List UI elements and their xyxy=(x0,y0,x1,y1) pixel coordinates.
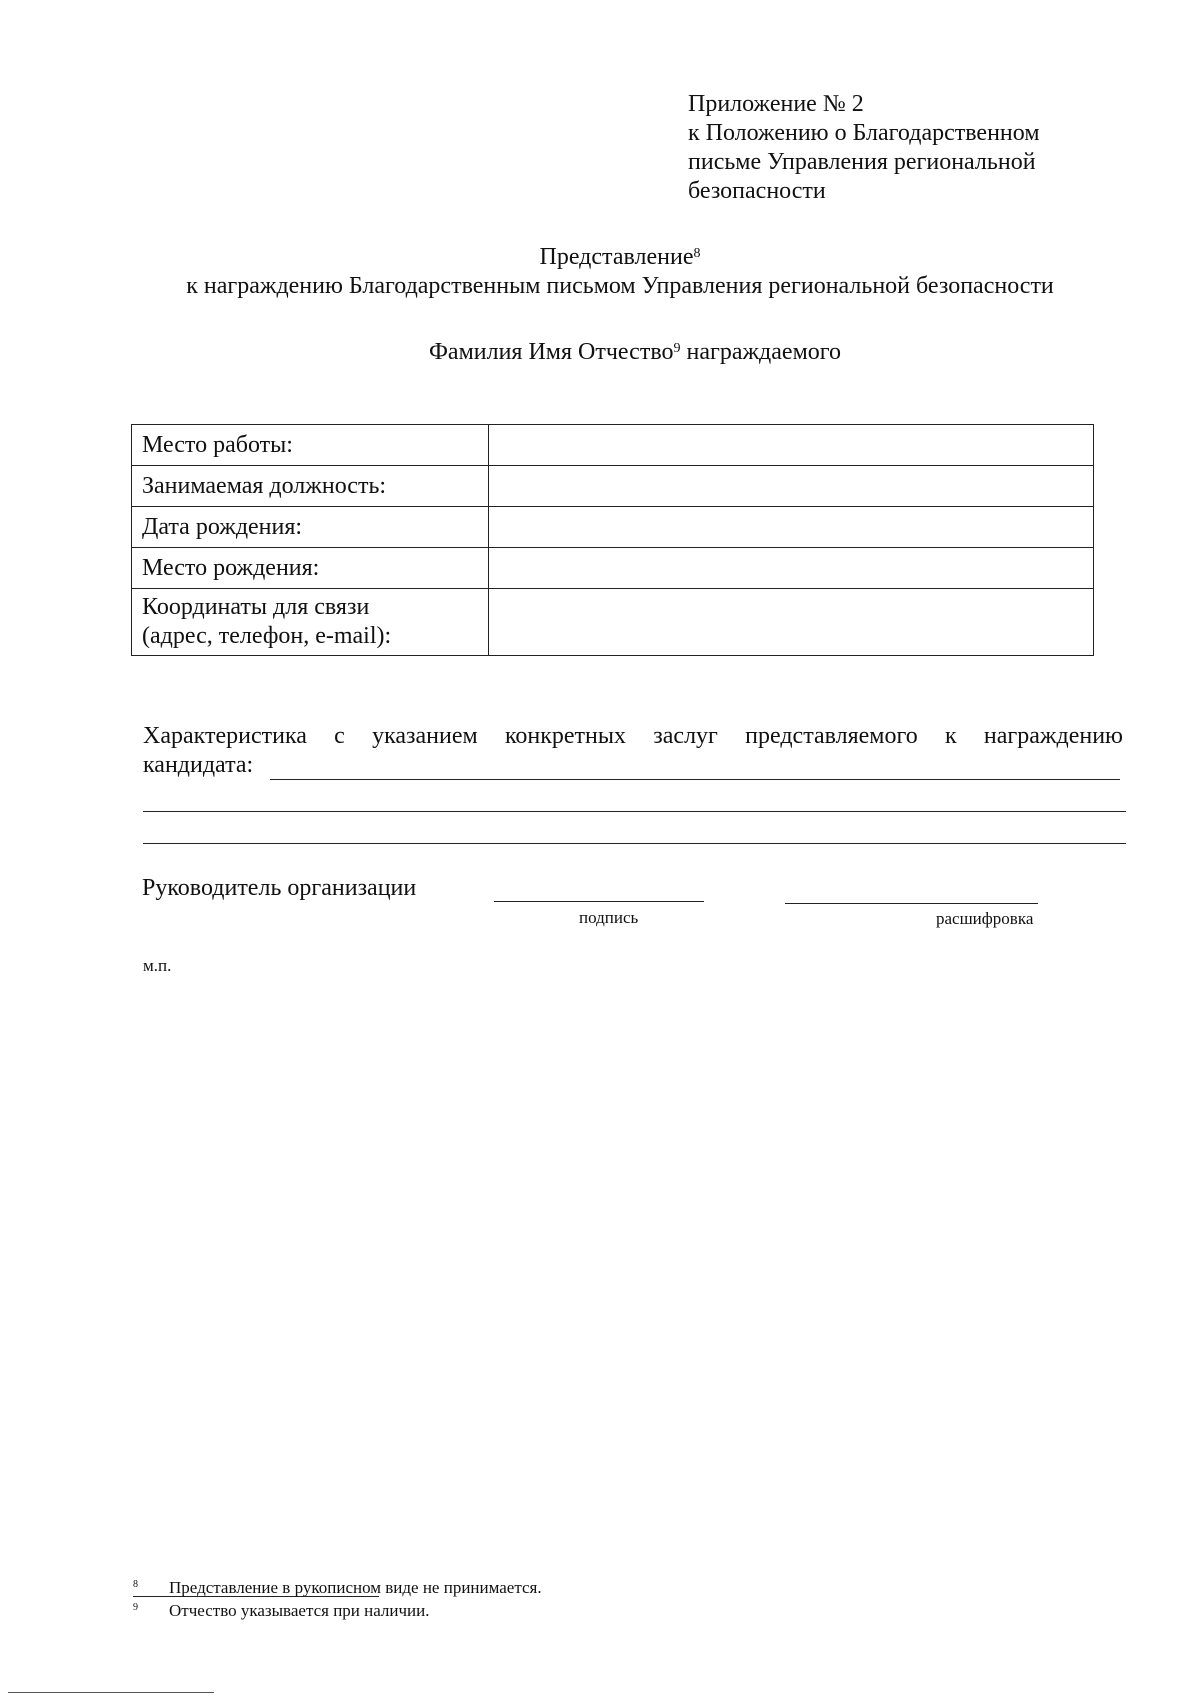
appendix-line: безопасности xyxy=(688,178,826,204)
footnote-9 xyxy=(133,1601,430,1621)
position-label: Занимаемая должность: xyxy=(132,466,489,507)
nominee-name-label xyxy=(0,338,1200,367)
contacts-field[interactable] xyxy=(489,589,1094,656)
title-text: Представление xyxy=(539,244,694,270)
characteristic-fill-line[interactable] xyxy=(143,843,1126,844)
contacts-label-line: Координаты для связи xyxy=(142,594,370,620)
birth-date-label: Дата рождения: xyxy=(132,507,489,548)
footnote-ref-8: 8 xyxy=(693,246,701,261)
signature-caption: подпись xyxy=(579,908,639,927)
footnote-8 xyxy=(133,1578,542,1598)
document-title-block xyxy=(0,243,1200,301)
contacts-label-line: (адрес, телефон, e-mail): xyxy=(142,623,392,649)
stamp-label: м.п. xyxy=(143,956,172,975)
nominee-info-table xyxy=(131,424,1094,656)
appendix-line: письме Управления региональной xyxy=(688,149,1036,175)
decoding-caption: расшифровка xyxy=(936,909,1034,928)
table-row xyxy=(132,507,1094,548)
table-row xyxy=(132,589,1094,656)
workplace-field[interactable] xyxy=(489,425,1094,466)
table-row xyxy=(132,425,1094,466)
document-subtitle: к награждению Благодарственным письмом Управления региональной безопасности xyxy=(186,273,1054,299)
document-title xyxy=(0,243,1200,272)
appendix-line: к Положению о Благодарственном xyxy=(688,120,1040,146)
characteristic-fill-line[interactable] xyxy=(143,811,1126,812)
birth-place-field[interactable] xyxy=(489,548,1094,589)
table-row xyxy=(132,466,1094,507)
decoding-line[interactable] xyxy=(785,903,1038,904)
signature-line[interactable] xyxy=(494,901,704,902)
footnote-text: Отчество указывается при наличии. xyxy=(169,1601,430,1620)
nominee-label-prefix: Фамилия Имя Отчество xyxy=(428,339,674,365)
nominee-label-suffix: награждаемого xyxy=(686,339,842,365)
footnote-ref-9: 9 xyxy=(673,341,681,356)
table-row xyxy=(132,548,1094,589)
characteristic-fill-line[interactable] xyxy=(270,779,1120,780)
scan-edge-line xyxy=(8,1692,214,1693)
footnote-number: 9 xyxy=(133,1602,138,1613)
birth-place-label: Место рождения: xyxy=(132,548,489,589)
characteristic-label-cont: кандидата: xyxy=(143,752,254,778)
appendix-header xyxy=(688,90,1040,206)
birth-date-field[interactable] xyxy=(489,507,1094,548)
workplace-label: Место работы: xyxy=(132,425,489,466)
position-field[interactable] xyxy=(489,466,1094,507)
footnote-number: 8 xyxy=(133,1579,138,1590)
characteristic-section xyxy=(143,722,1123,780)
contacts-label xyxy=(132,589,489,656)
signature-label: Руководитель организации xyxy=(142,875,417,901)
footnote-text: Представление в рукописном виде не принимается. xyxy=(169,1578,542,1597)
characteristic-label: Характеристика с указанием конкретных заслуг представляемого к награждению xyxy=(143,723,1123,749)
appendix-line: Приложение № 2 xyxy=(688,91,864,117)
